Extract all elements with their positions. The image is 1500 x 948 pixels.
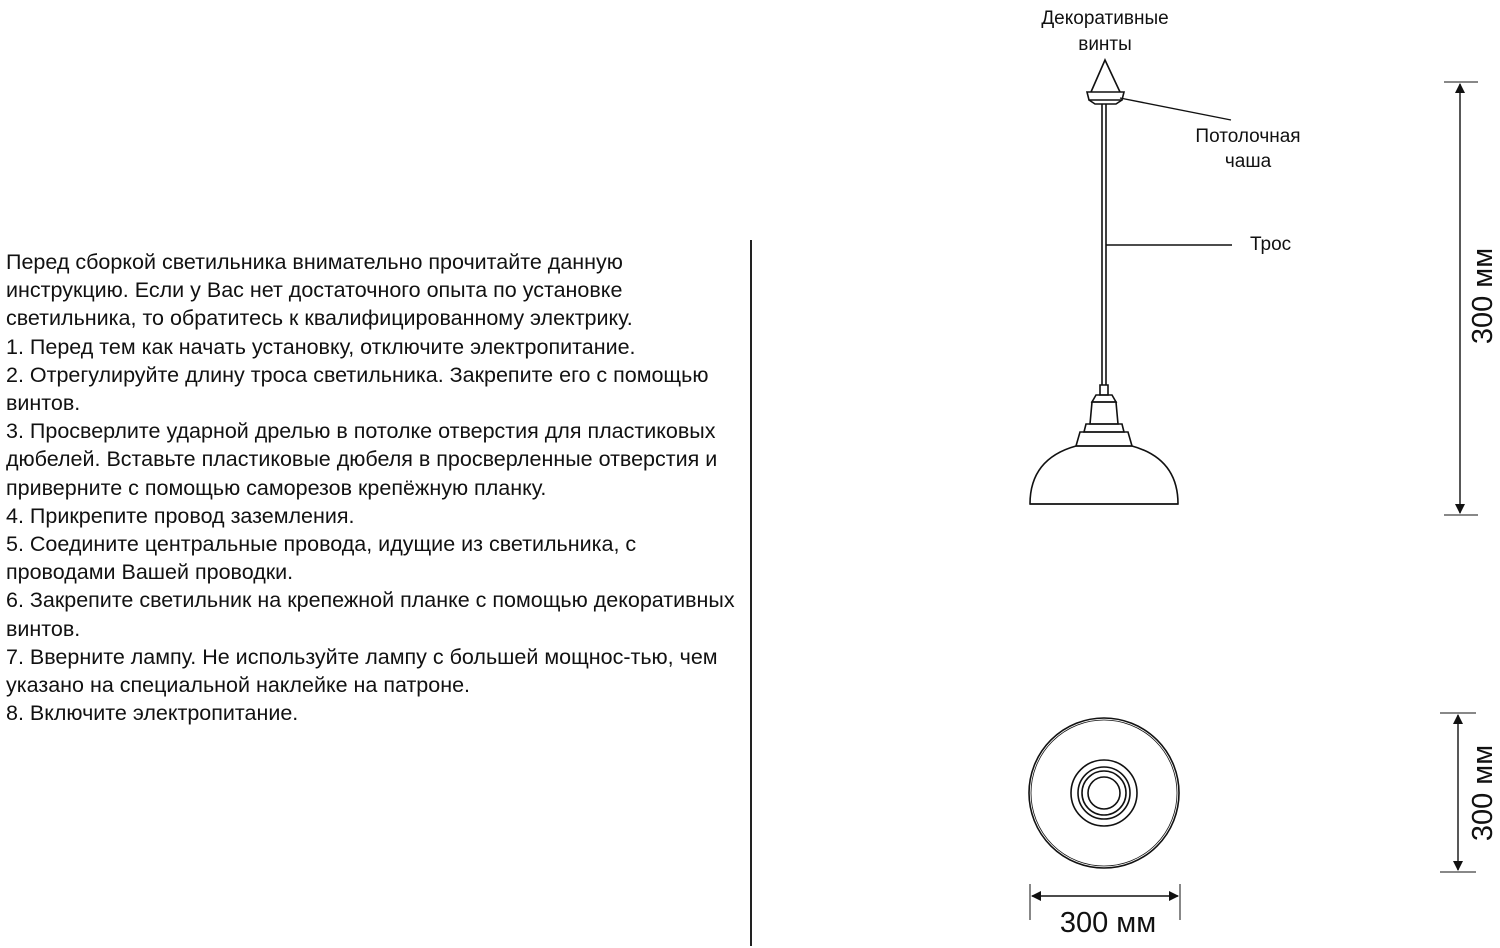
top-socket-ring-1 (1071, 760, 1137, 826)
step-8: 8. Включите электропитание. (6, 701, 299, 726)
cable-clamp-shape (1100, 385, 1108, 395)
label-decorative-screws-1: Декоративные (1041, 8, 1169, 29)
intro-paragraph: Перед сборкой светильника внимательно прочитайте данную инструкцию. Если у Вас нет достаточного опыта по установке светильника, то обратитесь к квалифицированному электрику. (6, 250, 633, 331)
socket-top-shape (1092, 395, 1116, 402)
step-7: 7. Вверните лампу. Не используйте лампу с большей мощнос-тью, чем указано на специальной наклейке на патроне. (6, 644, 718, 698)
step-1: 1. Перед тем как начать установку, отключите электропитание. (6, 334, 636, 359)
socket-ring-shape (1084, 424, 1124, 432)
canopy-leader-line (1120, 98, 1231, 120)
top-shade-outer (1029, 718, 1179, 868)
shade-shape (1030, 446, 1178, 504)
label-canopy-1: Потолочная (1195, 126, 1301, 147)
shade-neck-shape (1076, 432, 1132, 446)
screw-cap-shape (1091, 60, 1120, 92)
label-canopy-2: чаша (1224, 151, 1272, 172)
width-dimension-label: 300 мм (1059, 907, 1157, 939)
step-2: 2. Отрегулируйте длину троса светильника. Закрепите его с помощью винтов. (6, 362, 709, 416)
top-socket-ring-4 (1088, 777, 1120, 809)
height-dimension-label: 300 мм (1467, 247, 1499, 345)
top-view-lamp (1029, 718, 1179, 868)
canopy-shape (1087, 92, 1124, 100)
depth-dimension-label: 300 мм (1467, 744, 1499, 842)
label-cable: Трос (1250, 234, 1292, 255)
step-4: 4. Прикрепите провод заземления. (6, 503, 355, 528)
step-5: 5. Соедините центральные провода, идущие из светильника, с проводами Вашей проводки. (6, 532, 637, 585)
top-socket-ring-2 (1078, 767, 1130, 819)
step-6: 6. Закрепите светильник на крепежной планке с помощью декоративных винтов. (6, 588, 735, 641)
top-shade-inner (1031, 720, 1177, 866)
label-decorative-screws-2: винты (1078, 34, 1132, 55)
step-3: 3. Просверлите ударной дрелью в потолке отверстия для пластиковых дюбелей. Вставьте пластиковые дюбеля в просверленные отверстия и приверните с помощью саморезов крепёжную планку. (6, 419, 718, 500)
socket-body-shape (1090, 402, 1118, 424)
